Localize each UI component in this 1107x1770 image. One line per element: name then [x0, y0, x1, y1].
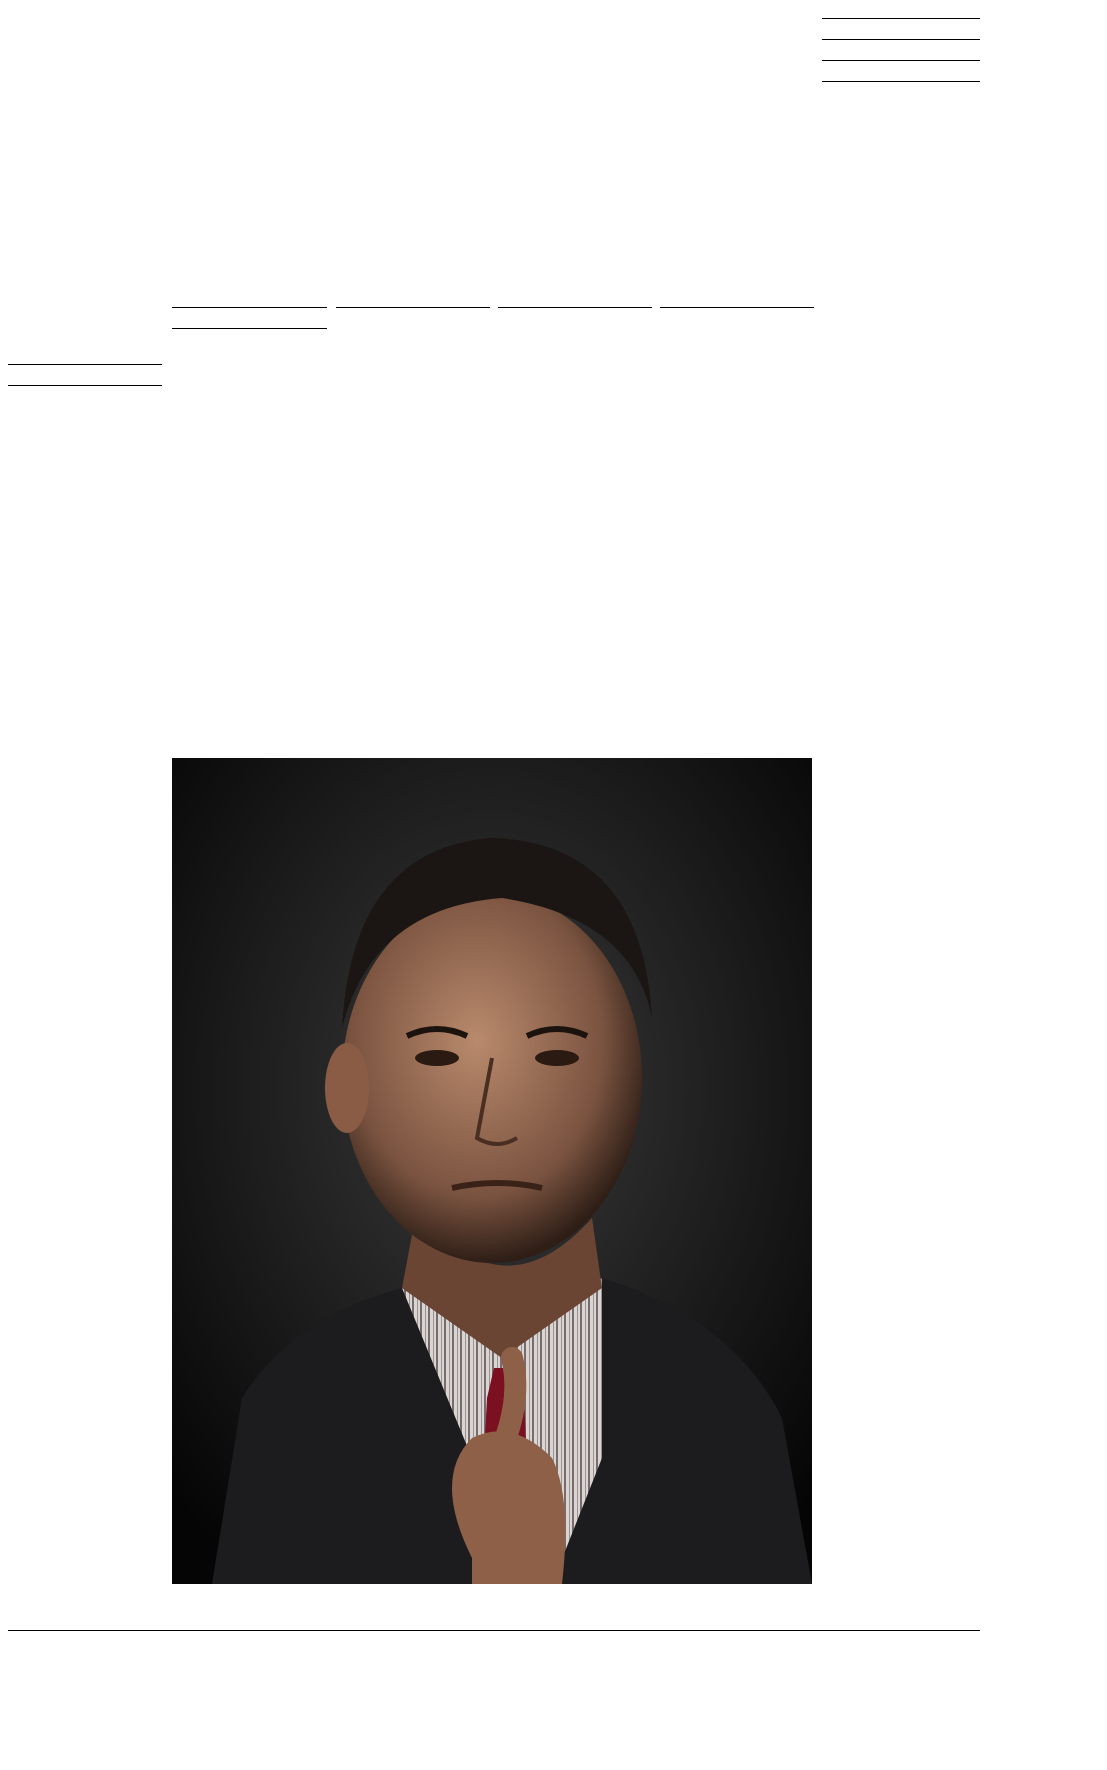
- subhead-acesso-armas: [8, 364, 162, 371]
- subhead-relacao-judiciario: [822, 18, 980, 25]
- subhead-investigacao-bolsonaro: [498, 307, 652, 314]
- subhead-orcamento-secreto: [822, 39, 980, 46]
- subhead-politizacao: [336, 307, 490, 314]
- subhead-missao-lula: [172, 307, 327, 314]
- context-header: [8, 1640, 318, 1646]
- column-1: [8, 350, 162, 404]
- context-divider: [8, 1630, 980, 1631]
- subhead-clubes-tiro: [8, 385, 162, 392]
- column-3: [336, 293, 490, 326]
- photo-flavio-dino: [172, 758, 812, 1584]
- column-2: [172, 293, 327, 347]
- portrait-illustration: [172, 758, 812, 1584]
- column-5: [660, 293, 814, 326]
- column-6: [822, 4, 980, 100]
- column-4: [498, 293, 652, 326]
- subhead-acordos-leniencia: [822, 81, 980, 88]
- subhead-mudancas-prf: [172, 328, 327, 335]
- subhead-destino-coaf: [822, 60, 980, 67]
- subhead-indicacoes-stf: [660, 307, 814, 314]
